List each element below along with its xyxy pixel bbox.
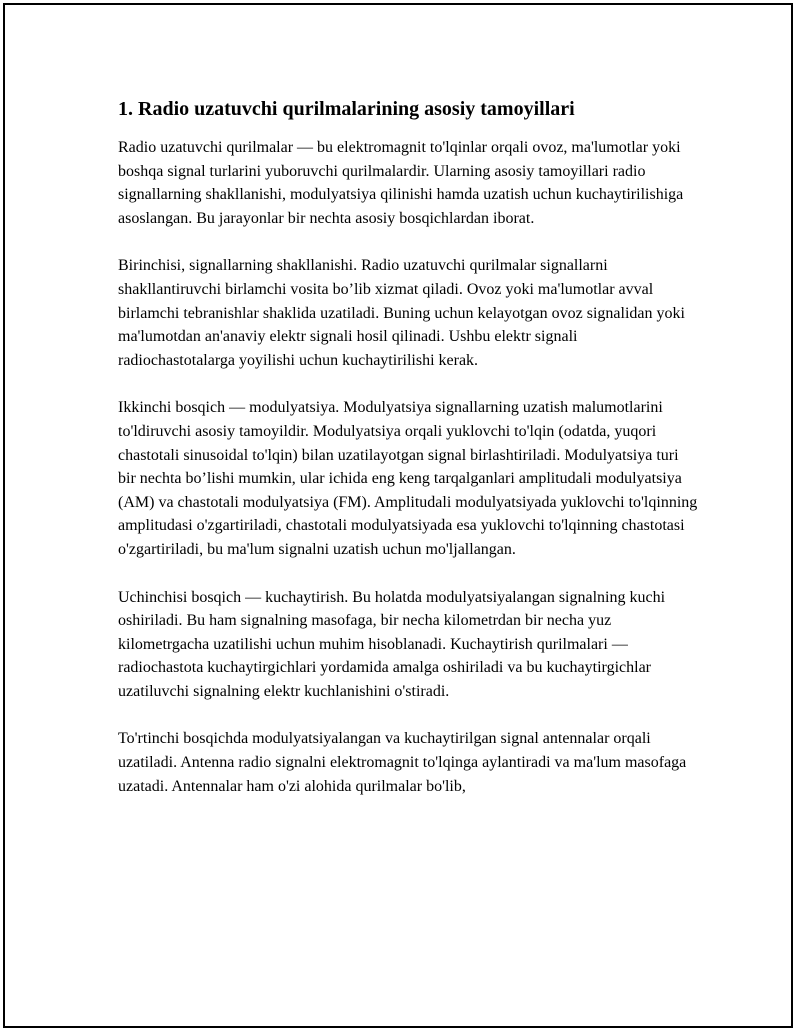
document-body	[118, 96, 698, 822]
section-title: 1. Radio uzatuvchi qurilmalarining asosiy tamoyillari	[118, 98, 575, 120]
paragraph-2: Birinchisi, signallarning shakllanishi. Radio uzatuvchi qurilmalar signallarni shakllantiruvchi birlamchi vosita bo’lib xizmat qiladi. Ovoz yoki ma'lumotlar avval birlamchi tebranishlar shaklida uzatiladi. Buning uchun kelayotgan ovoz signalidan yoki ma'lumotdan an'anaviy elektr signali hosil qilinadi. Ushbu elektr signali radiochastotalarga yoyilishi uchun kuchaytirilishi kerak.	[118, 257, 685, 369]
paragraph-5: To'rtinchi bosqichda modulyatsiyalangan va kuchaytirilgan signal antennalar orqali uzatiladi. Antenna radio signalni elektromagnit to'lqinga aylantiradi va ma'lum masofaga uzatadi. Antennalar ham o'zi alohida qurilmalar bo'lib,	[118, 730, 687, 795]
paragraph-3: Ikkinchi bosqich — modulyatsiya. Modulyatsiya signallarning uzatish malumotlarini to'ldiruvchi asosiy tamoyildir. Modulyatsiya orqali yuklovchi to'lqin (odatda, yuqori chastotali sinusoidal to'lqin) bilan uzatilayotgan signal birlashtiriladi. Modulyatsiya turi bir nechta bo’lishi mumkin, ular ichida eng keng tarqalganlari amplitudali modulyatsiya (AM) va chastotali modulyatsiya (FM). Amplitudali modulyatsiyada yuklovchi to'lqinning amplitudasi o'zgartiriladi, chastotali modulyatsiyada esa yuklovchi to'lqinning chastotasi o'zgartiriladi, bu ma'lum signalni uzatish uchun mo'ljallangan.	[118, 399, 698, 558]
paragraph-1: Radio uzatuvchi qurilmalar — bu elektromagnit to'lqinlar orqali ovoz, ma'lumotlar yoki boshqa signal turlarini yuboruvchi qurilmalardir. Ularning asosiy tamoyillari radio signallarning shakllanishi, modulyatsiya qilinishi hamda uzatish uchun kuchaytirilishiga asoslangan. Bu jarayonlar bir nechta asosiy bosqichlardan iborat.	[118, 139, 684, 227]
paragraph-4: Uchinchisi bosqich — kuchaytirish. Bu holatda modulyatsiyalangan signalning kuchi oshiriladi. Bu ham signalning masofaga, bir necha kilometrdan bir necha yuz kilometrgacha uzatilishi uchun muhim hisoblanadi. Kuchaytirish qurilmalari — radiochastota kuchaytirgichlari yordamida amalga oshiriladi va bu kuchaytirgichlar uzatiluvchi signalning elektr kuchlanishini o'stiradi.	[118, 588, 666, 700]
